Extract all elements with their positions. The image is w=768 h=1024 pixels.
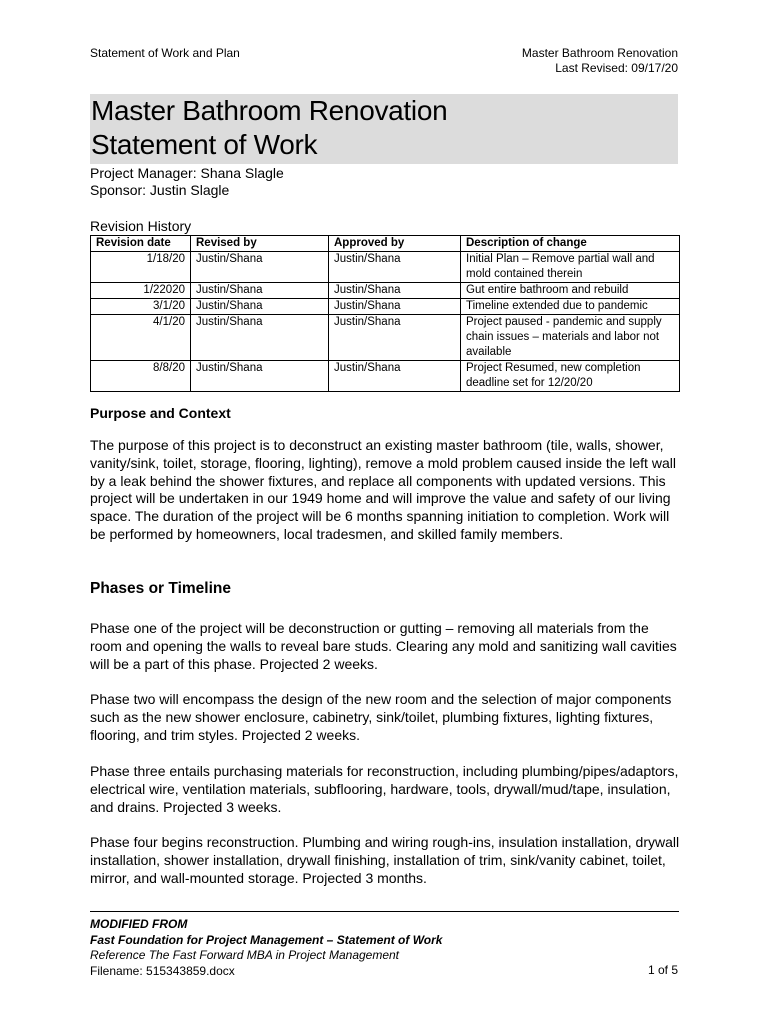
approved-by-cell: Justin/Shana [329, 361, 461, 392]
column-header: Revision date [91, 236, 191, 252]
title-line-2: Statement of Work [91, 129, 318, 160]
footer-divider [90, 911, 679, 912]
phase-three-paragraph: Phase three entails purchasing materials for reconstruction, including plumbing/pipes/adaptors, electrical wire, ventilation materials, subflooring, hardware, tools, drywall/mud/tape, insulation, and drains. Projected 3 weeks. [90, 763, 679, 815]
approved-by-cell: Justin/Shana [329, 315, 461, 361]
revision-history-label: Revision History [90, 218, 192, 234]
table-row [91, 283, 680, 299]
description-cell: Initial Plan – Remove partial wall and mold contained therein [461, 252, 680, 283]
approved-by-cell: Justin/Shana [329, 252, 461, 283]
revised-by-cell: Justin/Shana [191, 252, 329, 283]
revised-by-cell: Justin/Shana [191, 315, 329, 361]
page-number: 1 of 5 [647, 963, 678, 977]
revision-date-cell: 1/22020 [91, 283, 191, 299]
footer-modified-from: MODIFIED FROM [90, 917, 188, 931]
project-manager: Project Manager: Shana Slagle [90, 165, 284, 181]
header-document-type: Statement of Work and Plan [90, 46, 240, 60]
table-row [91, 361, 680, 392]
footer [90, 917, 442, 979]
title-block [90, 94, 678, 164]
revision-date-cell: 4/1/20 [91, 315, 191, 361]
phase-four-paragraph: Phase four begins reconstruction. Plumbing and wiring rough-ins, insulation installation, drywall installation, shower installation, drywall finishing, installation of trim, sink/vanity cabinet, toilet, mirror, and wall-mounted storage. Projected 3 months. [90, 834, 680, 886]
revised-by-cell: Justin/Shana [191, 299, 329, 315]
description-cell: Timeline extended due to pandemic [461, 299, 680, 315]
revision-date-cell: 1/18/20 [91, 252, 191, 283]
phase-two-paragraph: Phase two will encompass the design of the new room and the selection of major components such as the new shower enclosure, cabinetry, sink/toilet, plumbing fixtures, lighting fixtures, flooring, and trim styles. Projected 2 weeks. [90, 691, 672, 743]
table-row [91, 299, 680, 315]
table-header-row [91, 236, 680, 252]
approved-by-cell: Justin/Shana [329, 283, 461, 299]
description-cell: Gut entire bathroom and rebuild [461, 283, 680, 299]
column-header: Revised by [191, 236, 329, 252]
footer-filename: Filename: 515343859.docx [90, 963, 235, 978]
purpose-paragraph: The purpose of this project is to deconstruct an existing master bathroom (tile, walls, shower, vanity/sink, toilet, storage, flooring, lighting), remove a mold problem caused inside the left wall by a leak behind the shower fixtures, and replace all components with updated versions. This project will be undertaken in our 1949 home and will improve the value and safety of our living space. The duration of the project will be 6 months spanning initiation to completion. Work will be performed by homeowners, local tradesmen, and skilled family members. [90, 437, 676, 542]
phase-one-paragraph: Phase one of the project will be deconstruction or gutting – removing all materials from the room and opening the walls to reveal bare studs. Clearing any mold and sanitizing wall cavities will be a part of this phase. Projected 2 weeks. [90, 620, 677, 672]
column-header: Approved by [329, 236, 461, 252]
description-cell: Project Resumed, new completion deadline set for 12/20/20 [461, 361, 680, 392]
column-header: Description of change [461, 236, 680, 252]
table-row [91, 315, 680, 361]
header-project-title: Master Bathroom Renovation [521, 46, 678, 60]
approved-by-cell: Justin/Shana [329, 299, 461, 315]
title-line-1: Master Bathroom Renovation [91, 95, 448, 126]
revision-date-cell: 3/1/20 [91, 299, 191, 315]
footer-reference: Reference The Fast Forward MBA in Project Management [90, 948, 400, 962]
phases-heading: Phases or Timeline [90, 580, 231, 597]
revised-by-cell: Justin/Shana [191, 283, 329, 299]
revision-date-cell: 8/8/20 [91, 361, 191, 392]
footer-source: Fast Foundation for Project Management – Statement of Work [90, 932, 443, 947]
header-right [522, 46, 678, 76]
description-cell: Project paused - pandemic and supply chain issues – materials and labor not available [461, 315, 680, 361]
purpose-heading: Purpose and Context [90, 405, 231, 421]
revised-by-cell: Justin/Shana [191, 361, 329, 392]
table-row [91, 252, 680, 283]
sponsor: Sponsor: Justin Slagle [90, 182, 230, 198]
header-last-revised: Last Revised: 09/17/20 [555, 61, 678, 75]
project-meta [90, 165, 284, 199]
revision-history-table [90, 235, 680, 392]
